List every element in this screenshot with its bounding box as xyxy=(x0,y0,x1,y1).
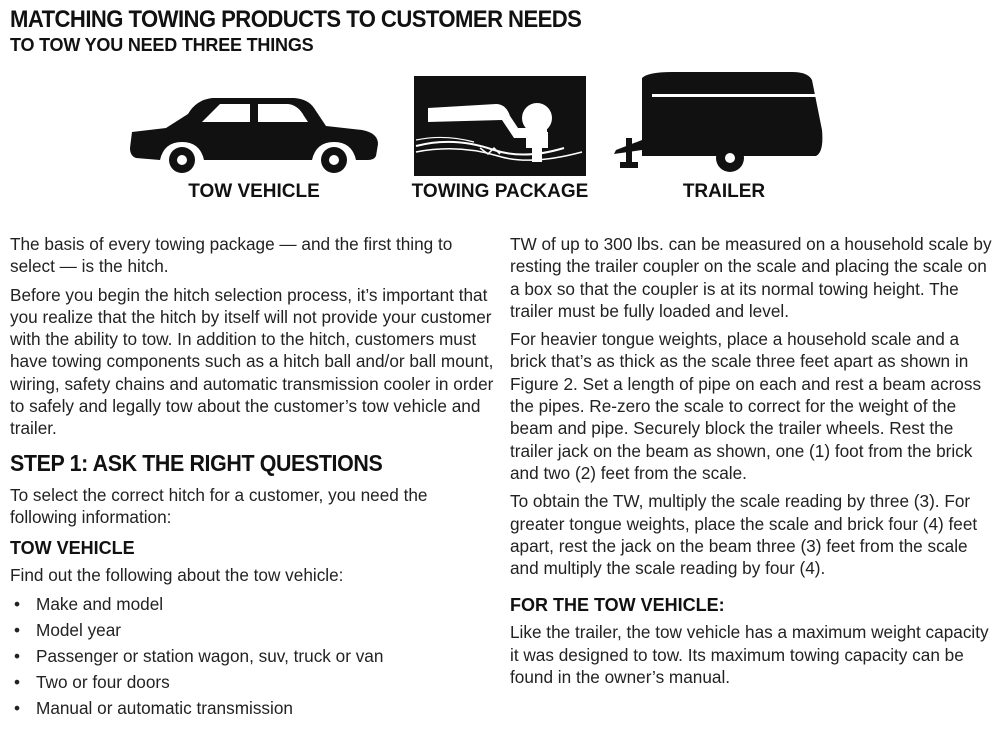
illustration-label-trailer: TRAILER xyxy=(682,181,766,202)
bullet-icon: • xyxy=(14,672,21,693)
list-item: • Passenger or station wagon, suv, truck or van xyxy=(10,643,494,669)
heavier-weights-paragraph: For heavier tongue weights, place a household scale and a brick that’s as thick as the scale three feet apart as shown in Figure 2. Set a length of pipe on each and rest a beam across the pipes. Re-zero the scale to correct for the weight of the beam and pipe. Securely block the trailer wheels. Rest the trailer jack on the beam as shown, one (1) foot from the brick and two (2) feet from the scale. xyxy=(510,329,982,483)
car-silhouette-icon xyxy=(126,92,382,174)
list-item: • Manual or automatic transmission xyxy=(10,695,494,721)
bullet-icon: • xyxy=(14,645,21,666)
for-tow-vehicle-heading: FOR THE TOW VEHICLE: xyxy=(510,595,725,616)
information-paragraph: To select the correct hitch for a customer, you need the following information: xyxy=(10,484,428,527)
tow-capacity-paragraph: Like the trailer, the tow vehicle has a maximum weight capacity it was designed to tow. Its maximum towing capacity can be found in the owner’s manual. xyxy=(510,622,989,688)
bullet-icon: • xyxy=(14,619,21,640)
list-item: • Model year xyxy=(10,617,494,643)
page-subtitle: TO TOW YOU NEED THREE THINGS xyxy=(10,35,314,55)
list-item: • Make and model xyxy=(10,591,494,617)
intro-paragraph: The basis of every towing package — and the first thing to select — is the hitch. xyxy=(10,234,453,277)
travel-trailer-icon xyxy=(612,70,826,176)
step-1-heading: STEP 1: ASK THE RIGHT QUESTIONS xyxy=(10,449,383,476)
page-title: MATCHING TOWING PRODUCTS TO CUSTOMER NEEDS xyxy=(10,6,582,33)
illustration-label-tow-vehicle: TOW VEHICLE xyxy=(188,181,320,202)
bullet-icon: • xyxy=(14,698,21,719)
right-column xyxy=(510,233,992,694)
tongue-weight-paragraph: TW of up to 300 lbs. can be measured on a household scale by resting the trailer coupler on the scale and placing the scale on a box so that the coupler is at its normal towing height. The trailer must be fully loaded and level. xyxy=(510,234,992,321)
tow-vehicle-paragraph: Find out the following about the tow vehicle: xyxy=(10,565,344,586)
hitch-ball-mount-icon xyxy=(414,76,586,176)
hitch-paragraph: Before you begin the hitch selection process, it’s important that you realize that the hitch by itself will not provide your customer with the ability to tow. In addition to the hitch, customers must have towing components such as a hitch ball and/or ball mount, wiring, safety chains and automatic transmission cooler in order to safely and legally tow about the customer’s tow vehicle and trailer. xyxy=(10,284,494,439)
tow-vehicle-heading: TOW VEHICLE xyxy=(10,538,135,559)
list-item: • Two or four doors xyxy=(10,669,494,695)
left-column xyxy=(10,233,494,722)
illustration-label-towing-package: TOWING PACKAGE xyxy=(411,181,589,202)
obtain-tw-paragraph: To obtain the TW, multiply the scale reading by three (3). For greater tongue weights, place the scale and brick four (4) feet apart, rest the jack on the beam three (3) feet from the scale and multiply the scale reading by four (4). xyxy=(510,491,978,579)
bullet-icon: • xyxy=(14,593,21,614)
tow-vehicle-bullet-list xyxy=(10,591,494,722)
